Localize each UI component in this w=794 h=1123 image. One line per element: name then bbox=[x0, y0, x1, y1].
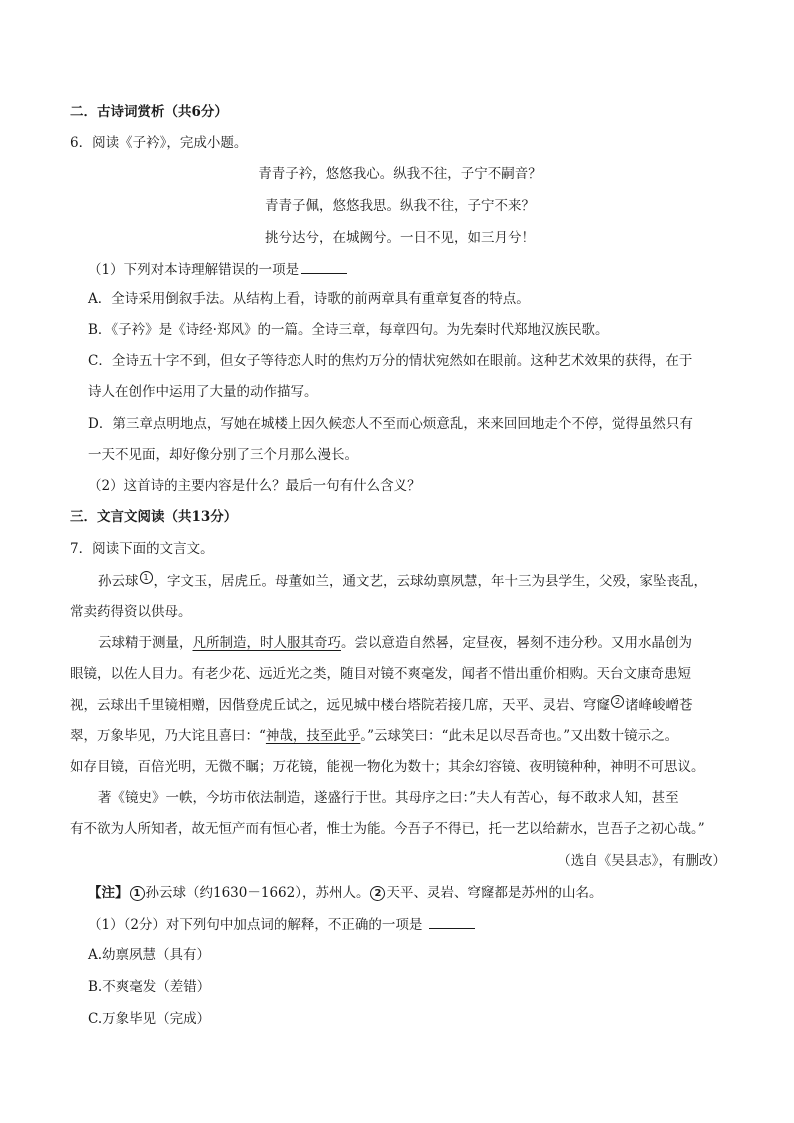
passage-text: 翠，万象毕见，乃大诧且喜曰：“ bbox=[70, 728, 266, 744]
underlined-sentence-1: 凡所制造，时人服其奇巧 bbox=[192, 635, 341, 651]
passage-text: ，字文玉，居虎丘。母董如兰，通文艺，云球幼禀夙慧，年十三为县学生，父殁，家坠丧乱， bbox=[153, 573, 707, 590]
sub-1-text: （1）（2分）对下列句中加点词的解释，不正确的一项是 bbox=[88, 917, 423, 933]
question-7-stem: 7．阅读下面的文言文。 bbox=[70, 541, 214, 557]
passage-p1-line-2: 常卖药得资以供母。 bbox=[70, 604, 192, 620]
poem-line-2: 青青子佩，悠悠我思。纵我不往，子宁不来？ bbox=[265, 198, 535, 214]
option-c-line-2: 诗人在创作中运用了大量的动作描写。 bbox=[88, 384, 318, 400]
option-b: B．《子衿》是《诗经·郑风》的一篇。全诗三章，每章四句。为先秦时代郑地汉族民歌。 bbox=[88, 322, 609, 338]
answer-blank bbox=[301, 259, 347, 274]
note-2-text: 天平、灵岩、穹窿都是苏州的山名。 bbox=[386, 885, 603, 901]
passage-p2-line-4 bbox=[70, 726, 730, 746]
option-d-line-1: D．第三章点明地点，写她在城楼上因久候恋人不至而心烦意乱，来来回回地走个不停，觉得虽然只有 bbox=[88, 416, 693, 432]
note-1-text: 孙云球（约1630－1662），苏州人。 bbox=[145, 885, 370, 901]
note-2-circle: 2 bbox=[370, 886, 385, 901]
question-6-sub-1 bbox=[88, 259, 748, 280]
poem-line-1: 青青子衿，悠悠我心。纵我不往，子宁不嗣音？ bbox=[258, 166, 542, 182]
option-a: A．全诗采用倒叙手法。从结构上看，诗歌的前两章具有重章复沓的特点。 bbox=[88, 291, 530, 307]
question-6-sub-2: （2）这首诗的主要内容是什么？最后一句有什么含义？ bbox=[88, 478, 421, 494]
passage-p3-line-2: 有不欲为人所知者，故无恒产而有恒心者，惟士为能。今吾子不得已，托一艺以给薪水，岂吾子之初心哉。” bbox=[70, 821, 705, 837]
note-2-marker: 2 bbox=[611, 695, 624, 708]
passage-p2-line-2: 眼镜，以佐人目力。有老少花、远近光之类，随目对镜不爽毫发，闻者不惜出重价相购。天台文康奇患短 bbox=[70, 666, 691, 682]
passage-p2-line-3 bbox=[70, 695, 730, 716]
section-2-heading: 二．古诗词赏析（共6分） bbox=[70, 104, 228, 120]
passage-source: （选自《吴县志》，有删改） bbox=[557, 853, 726, 869]
passage-p2-line-5: 如存目镜，百倍光明，无微不瞩；万花镜，能视一物化为数十；其余幻容镜、夜明镜种种，神明不可思议。 bbox=[70, 759, 705, 775]
q7-option-b: B.不爽毫发（差错） bbox=[88, 979, 211, 995]
q7-option-c: C.万象毕见（完成） bbox=[88, 1011, 211, 1027]
passage-p2-line-1 bbox=[98, 633, 758, 653]
passage-p3-line-1: 著《镜史》一帙，今坊市依法制造，遂盛行于世。其母序之曰：”夫人有苦心，每不敢求人知，甚至 bbox=[98, 790, 679, 806]
passage-text: 视，云球出千里镜相赠，因偕登虎丘试之，远见城中楼台塔院若接几席，天平、灵岩、穹窿 bbox=[70, 697, 610, 714]
note-1-marker: 1 bbox=[140, 571, 153, 584]
passage-text: 。尝以意造自然晷，定昼夜，晷刻不违分秒。又用水晶创为 bbox=[341, 635, 692, 651]
underlined-sentence-2: 神哉，技至此乎 bbox=[265, 728, 361, 744]
question-7-sub-1 bbox=[88, 914, 748, 935]
question-6-stem: 6．阅读《子衿》，完成小题。 bbox=[70, 135, 248, 151]
note-1-circle: 1 bbox=[130, 886, 145, 901]
q7-option-a: A.幼禀夙慧（具有） bbox=[88, 947, 211, 963]
passage-text: 。”云球笑曰：“此未足以尽吾奇也。”又出数十镜示之。 bbox=[360, 728, 679, 744]
passage-text: 云球精于测量， bbox=[98, 635, 193, 651]
option-d-line-2: 一天不见面，却好像分别了三个月那么漫长。 bbox=[88, 447, 358, 463]
option-c-line-1: C．全诗五十字不到，但女子等待恋人时的焦灼万分的情状宛然如在眼前。这种艺术效果的获得，在于 bbox=[88, 353, 693, 369]
sub-1-text: （1）下列对本诗理解错误的一项是 bbox=[88, 262, 300, 278]
passage-text: 诸峰峻嶒苍 bbox=[625, 697, 693, 714]
poem-line-3: 挑兮达兮，在城阙兮。一日不见，如三月兮！ bbox=[265, 230, 535, 246]
passage-text: 孙云球 bbox=[98, 573, 139, 590]
annotation-notes bbox=[88, 883, 748, 903]
section-3-heading: 三．文言文阅读（共13分） bbox=[70, 509, 238, 525]
note-label: 【注】 bbox=[88, 885, 129, 901]
answer-blank bbox=[429, 914, 475, 929]
passage-p1-line-1 bbox=[98, 571, 758, 592]
